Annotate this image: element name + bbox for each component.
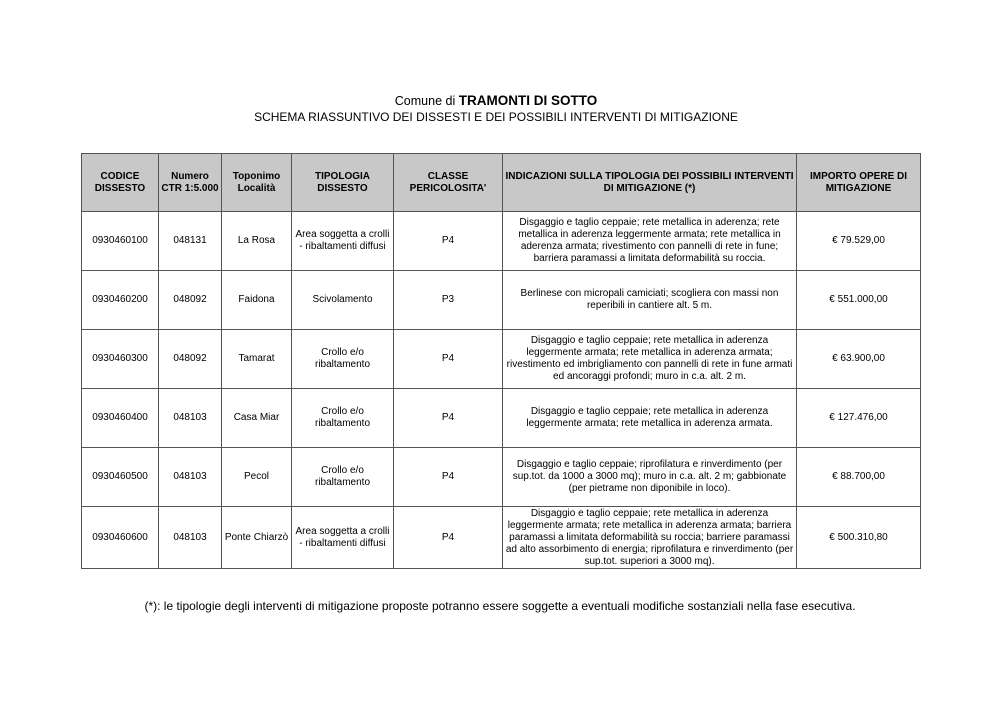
cell-codice: 0930460100: [82, 212, 159, 271]
header-importo: IMPORTO OPERE DI MITIGAZIONE: [797, 154, 921, 212]
cell-toponimo: Pecol: [222, 448, 292, 507]
footnote: (*): le tipologie degli interventi di mitigazione proposte potranno essere soggette a eventuali modifiche sostanziali nella fase esecutiva.: [144, 599, 856, 613]
cell-codice: 0930460500: [82, 448, 159, 507]
municipality-name: TRAMONTI DI SOTTO: [458, 93, 598, 108]
cell-codice: 0930460300: [82, 330, 159, 389]
cell-numero-ctr: 048103: [159, 389, 222, 448]
table-row: [82, 330, 921, 389]
cell-classe: P4: [394, 389, 503, 448]
cell-codice: 0930460600: [82, 507, 159, 569]
cell-numero-ctr: 048103: [159, 448, 222, 507]
cell-toponimo: Ponte Chiarzò: [222, 507, 292, 569]
cell-importo: € 500.310,80: [797, 507, 921, 569]
cell-toponimo: La Rosa: [222, 212, 292, 271]
cell-importo: € 63.900,00: [797, 330, 921, 389]
table-row: [82, 448, 921, 507]
cell-toponimo: Faidona: [222, 271, 292, 330]
table-row: [82, 271, 921, 330]
cell-codice: 0930460400: [82, 389, 159, 448]
cell-classe: P4: [394, 507, 503, 569]
cell-indicazioni: Disgaggio e taglio ceppaie; rete metallica in aderenza leggermente armata; rete metallica in aderenza armata.: [503, 389, 797, 448]
cell-indicazioni: Disgaggio e taglio ceppaie; riprofilatura e rinverdimento (per sup.tot. da 1000 a 3000 mq); muro in c.a. alt. 2 m; gabbionate (per pietrame non diponibile in loco).: [503, 448, 797, 507]
cell-indicazioni: Berlinese con micropali camiciati; scogliera con massi non reperibili in cantiere alt. 5 m.: [503, 271, 797, 330]
cell-numero-ctr: 048103: [159, 507, 222, 569]
header-codice: CODICE DISSESTO: [82, 154, 159, 212]
document-subtitle: SCHEMA RIASSUNTIVO DEI DISSESTI E DEI POSSIBILI INTERVENTI DI MITIGAZIONE: [254, 110, 738, 124]
interventions-table: [81, 153, 921, 569]
cell-tipologia: Crollo e/o ribaltamento: [292, 389, 394, 448]
cell-tipologia: Crollo e/o ribaltamento: [292, 448, 394, 507]
cell-toponimo: Casa Miar: [222, 389, 292, 448]
header-classe: CLASSE PERICOLOSITA': [394, 154, 503, 212]
table-row: [82, 389, 921, 448]
cell-tipologia: Area soggetta a crolli - ribaltamenti diffusi: [292, 212, 394, 271]
document-title: [0, 93, 992, 109]
cell-importo: € 79.529,00: [797, 212, 921, 271]
header-toponimo: Toponimo Località: [222, 154, 292, 212]
cell-tipologia: Crollo e/o ribaltamento: [292, 330, 394, 389]
cell-tipologia: Scivolamento: [292, 271, 394, 330]
cell-codice: 0930460200: [82, 271, 159, 330]
header-tipologia: TIPOLOGIA DISSESTO: [292, 154, 394, 212]
cell-classe: P4: [394, 448, 503, 507]
table-row: [82, 507, 921, 569]
cell-importo: € 551.000,00: [797, 271, 921, 330]
title-prefix: Comune di: [394, 94, 459, 108]
cell-classe: P4: [394, 212, 503, 271]
cell-numero-ctr: 048131: [159, 212, 222, 271]
cell-numero-ctr: 048092: [159, 330, 222, 389]
cell-tipologia: Area soggetta a crolli - ribaltamenti diffusi: [292, 507, 394, 569]
cell-numero-ctr: 048092: [159, 271, 222, 330]
table-row: [82, 212, 921, 271]
cell-importo: € 127.476,00: [797, 389, 921, 448]
cell-indicazioni: Disgaggio e taglio ceppaie; rete metallica in aderenza; rete metallica in aderenza leggermente armata; rete metallica in aderenza armata; rivestimento con pannelli di rete in fune; barriera paramassi a limitata deformabilità su roccia.: [503, 212, 797, 271]
cell-indicazioni: Disgaggio e taglio ceppaie; rete metallica in aderenza leggermente armata; rete metallica in aderenza armata; rivestimento ed imbrigliamento con pannelli di rete in fune armati ed ancoraggi profondi; muro in c.a. alt. 2 m.: [503, 330, 797, 389]
cell-importo: € 88.700,00: [797, 448, 921, 507]
cell-toponimo: Tamarat: [222, 330, 292, 389]
cell-indicazioni: Disgaggio e taglio ceppaie; rete metallica in aderenza leggermente armata; rete metallica in aderenza armata; barriera paramassi a limitata deformabilità su roccia; barriere paramassi ad alto assorbimento di energia; riprofilatura e rinverdimento (per sup.tot. superiori a 3000 mq).: [503, 507, 797, 569]
cell-classe: P4: [394, 330, 503, 389]
table-header-row: [82, 154, 921, 212]
header-numero-ctr: Numero CTR 1:5.000: [159, 154, 222, 212]
header-indicazioni: INDICAZIONI SULLA TIPOLOGIA DEI POSSIBILI INTERVENTI DI MITIGAZIONE (*): [503, 154, 797, 212]
cell-classe: P3: [394, 271, 503, 330]
